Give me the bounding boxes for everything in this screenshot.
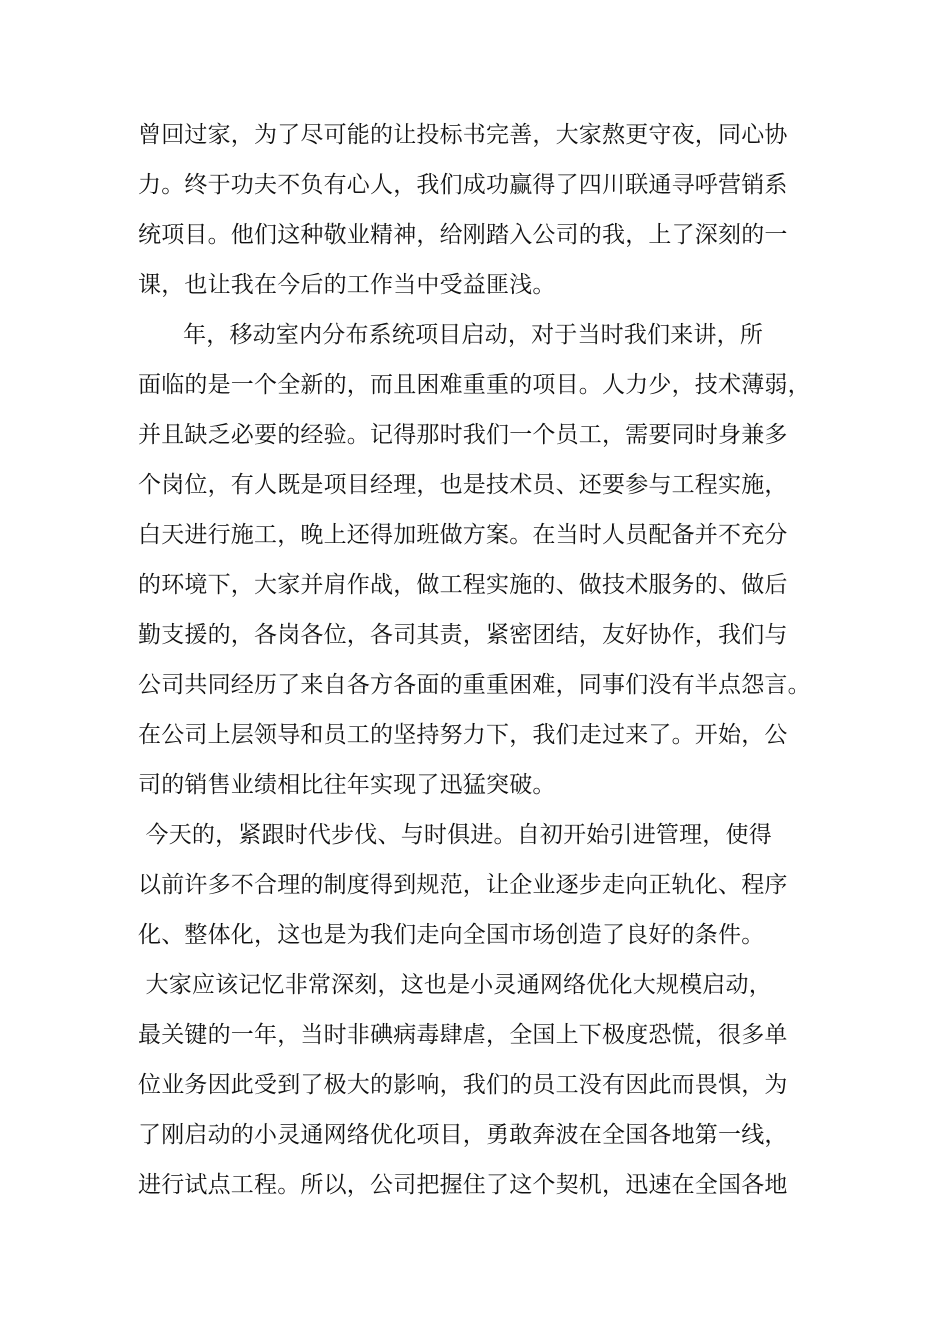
text-line: 在公司上层领导和员工的坚持努力下，我们走过来了。开始，公 xyxy=(138,722,788,748)
text-line: 公司共同经历了来自各方各面的重重困难，同事们没有半点怨言。 xyxy=(138,672,811,698)
text-line: 并且缺乏必要的经验。记得那时我们一个员工，需要同时身兼多 xyxy=(138,422,788,448)
text-line: 进行试点工程。所以，公司把握住了这个契机，迅速在全国各地 xyxy=(138,1172,788,1198)
text-line: 的环境下，大家并肩作战，做工程实施的、做技术服务的、做后 xyxy=(138,572,788,598)
text-line: 面临的是一个全新的，而且困难重重的项目。人力少，技术薄弱， xyxy=(138,372,811,398)
text-line: 大家应该记忆非常深刻，这也是小灵通网络优化大规模启动， xyxy=(138,972,772,998)
text-line: 年，移动室内分布系统项目启动，对于当时我们来讲，所 xyxy=(138,322,764,348)
text-line: 最关键的一年，当时非碘病毒肆虐，全国上下极度恐慌，很多单 xyxy=(138,1022,788,1048)
text-line: 曾回过家，为了尽可能的让投标书完善，大家熬更守夜，同心协 xyxy=(138,122,788,148)
text-line: 了刚启动的小灵通网络优化项目，勇敢奔波在全国各地第一线， xyxy=(138,1122,788,1148)
text-line: 课，也让我在今后的工作当中受益匪浅。 xyxy=(138,272,556,298)
text-line: 力。终于功夫不负有心人，我们成功赢得了四川联通寻呼营销系 xyxy=(138,172,788,198)
text-line: 以前许多不合理的制度得到规范，让企业逐步走向正轨化、程序 xyxy=(138,872,788,898)
text-line: 个岗位，有人既是项目经理，也是技术员、还要参与工程实施， xyxy=(138,472,788,498)
text-line: 位业务因此受到了极大的影响，我们的员工没有因此而畏惧，为 xyxy=(138,1072,788,1098)
text-line: 统项目。他们这种敬业精神，给刚踏入公司的我，上了深刻的一 xyxy=(138,222,788,248)
text-line: 今天的，紧跟时代步伐、与时俱进。自初开始引进管理，使得 xyxy=(138,822,772,848)
text-line: 白天进行施工，晚上还得加班做方案。在当时人员配备并不充分 xyxy=(138,522,788,548)
text-line: 勤支援的，各岗各位，各司其责，紧密团结，友好协作，我们与 xyxy=(138,622,788,648)
text-line: 化、整体化，这也是为我们走向全国市场创造了良好的条件。 xyxy=(138,922,765,948)
text-line: 司的销售业绩相比往年实现了迅猛突破。 xyxy=(138,772,556,798)
